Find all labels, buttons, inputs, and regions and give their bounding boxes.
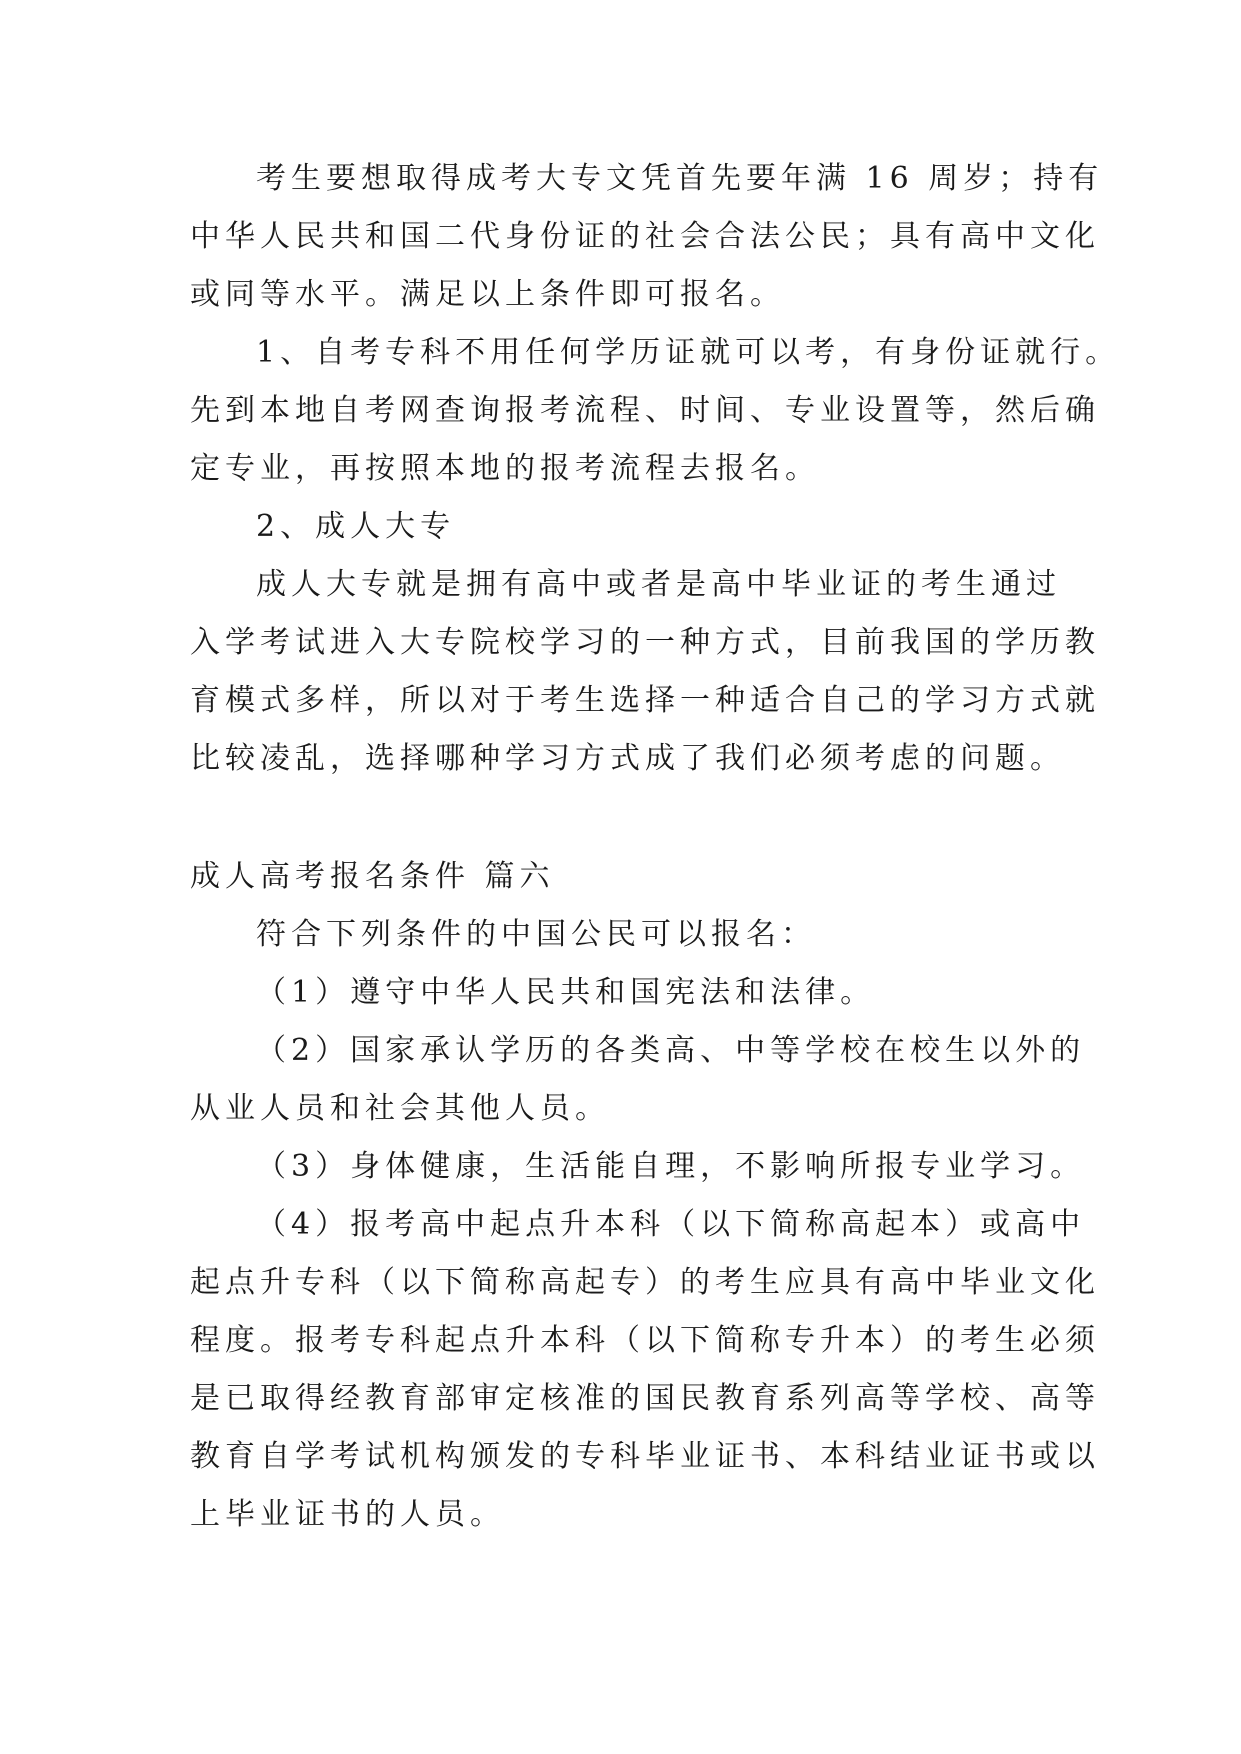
paragraph-line: 1、自考专科不用任何学历证就可以考，有身份证就行。	[256, 335, 1121, 370]
paragraph-line: （2）国家承认学历的各类高、中等学校在校生以外的	[256, 1033, 1086, 1068]
paragraph-line: 比较凌乱，选择哪种学习方式成了我们必须考虑的问题。	[190, 741, 1065, 776]
paragraph-line: 从业人员和社会其他人员。	[190, 1091, 610, 1126]
paragraph-line: 2、成人大专	[256, 509, 456, 544]
paragraph-line: （4）报考高中起点升本科（以下简称高起本）或高中	[256, 1207, 1086, 1242]
paragraph-line: 考生要想取得成考大专文凭首先要年满 16 周岁；持有	[256, 161, 1104, 196]
paragraph-line: 起点升专科（以下简称高起专）的考生应具有高中毕业文化	[190, 1265, 1100, 1300]
paragraph-line: 先到本地自考网查询报考流程、时间、专业设置等，然后确	[190, 393, 1100, 428]
paragraph-line: 上毕业证书的人员。	[190, 1497, 505, 1532]
paragraph-line: 成人大专就是拥有高中或者是高中毕业证的考生通过	[256, 567, 1061, 602]
paragraph-line: 育模式多样，所以对于考生选择一种适合自己的学习方式就	[190, 683, 1100, 718]
section-a-body	[190, 150, 1121, 788]
section-heading: 成人高考报名条件 篇六	[190, 859, 555, 894]
paragraph-line: 符合下列条件的中国公民可以报名：	[256, 917, 816, 952]
paragraph-line: 入学考试进入大专院校学习的一种方式，目前我国的学历教	[190, 625, 1100, 660]
paragraph-line: 是已取得经教育部审定核准的国民教育系列高等学校、高等	[190, 1381, 1100, 1416]
paragraph-line: 程度。报考专科起点升本科（以下简称专升本）的考生必须	[190, 1323, 1100, 1358]
paragraph-line: 定专业，再按照本地的报考流程去报名。	[190, 451, 820, 486]
paragraph-line: 中华人民共和国二代身份证的社会合法公民；具有高中文化	[190, 219, 1100, 254]
paragraph-line: （3）身体健康，生活能自理，不影响所报专业学习。	[256, 1149, 1086, 1184]
paragraph-line: 或同等水平。满足以上条件即可报名。	[190, 277, 785, 312]
paragraph-line: 教育自学考试机构颁发的专科毕业证书、本科结业证书或以	[190, 1439, 1100, 1474]
section-b-body	[190, 848, 1100, 1544]
paragraph-line: （1）遵守中华人民共和国宪法和法律。	[256, 975, 876, 1010]
